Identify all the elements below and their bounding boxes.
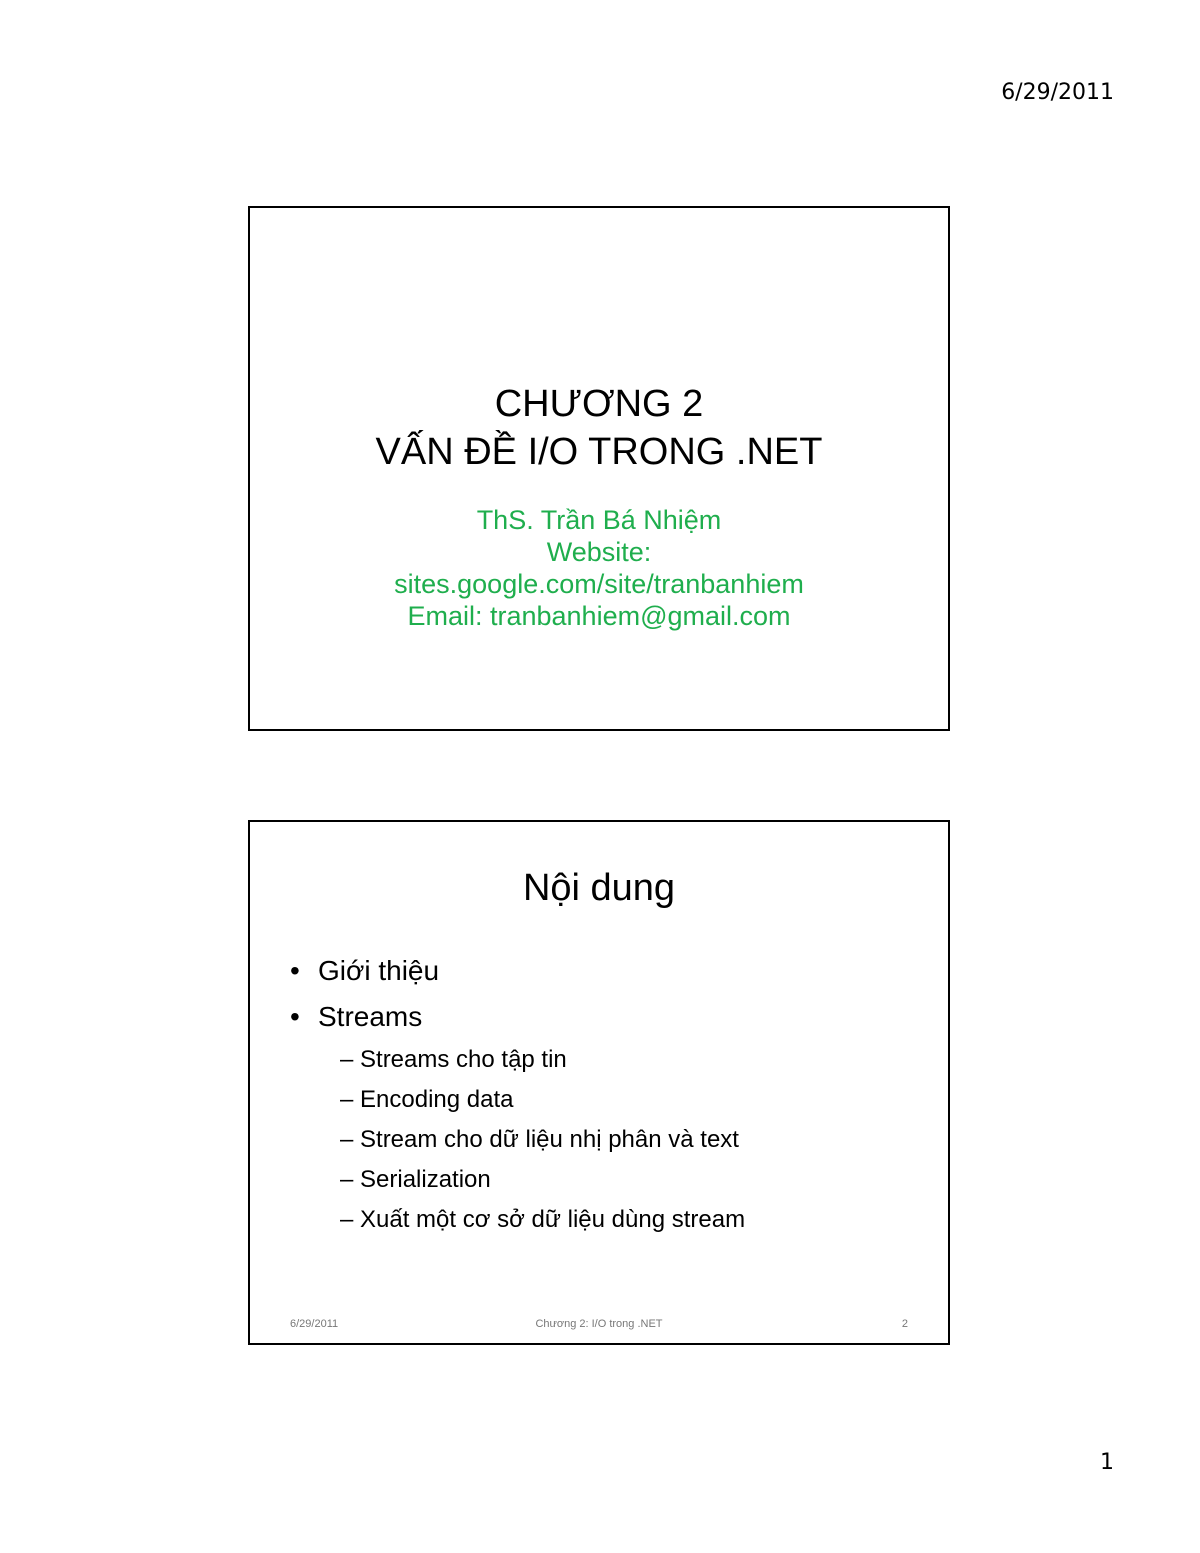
sub-list-item: – Streams cho tập tin [340,1046,567,1073]
slide-contents [248,820,950,1345]
list-item [288,994,745,1240]
streams-sublist [318,1040,745,1240]
sub-list-item: – Stream cho dữ liệu nhị phân và text [340,1126,739,1153]
contents-title: Nội dung [522,867,676,909]
website-label: Website: [546,537,652,567]
sub-list-item: – Serialization [340,1166,491,1193]
bullet-icon: • [290,955,300,986]
author-info [250,504,948,632]
list-item [288,948,745,994]
chapter-title: CHƯƠNG 2 [494,383,704,425]
slide-title-heading [250,380,948,476]
list-item-label: Streams [318,1001,423,1032]
author-name: ThS. Trần Bá Nhiệm [476,505,722,535]
slide-footer-number: 2 [901,1318,908,1330]
slide-footer-date: 6/29/2011 [290,1318,339,1330]
website-url: sites.google.com/site/tranbanhiem [394,569,804,599]
page-number: 1 [1100,1450,1114,1475]
chapter-subtitle: VẤN ĐỀ I/O TRONG .NET [375,431,823,473]
page-date: 6/29/2011 [1001,80,1114,105]
slide-title [248,206,950,731]
bullet-icon: • [290,1001,300,1032]
sub-list-item: – Encoding data [340,1086,514,1113]
list-item-label: Giới thiệu [318,955,440,986]
contents-list [288,948,745,1240]
sub-list-item: – Xuất một cơ sở dữ liệu dùng stream [340,1206,746,1233]
author-email: Email: tranbanhiem@gmail.com [407,601,791,631]
slide-footer-title: Chương 2: I/O trong .NET [535,1318,663,1330]
